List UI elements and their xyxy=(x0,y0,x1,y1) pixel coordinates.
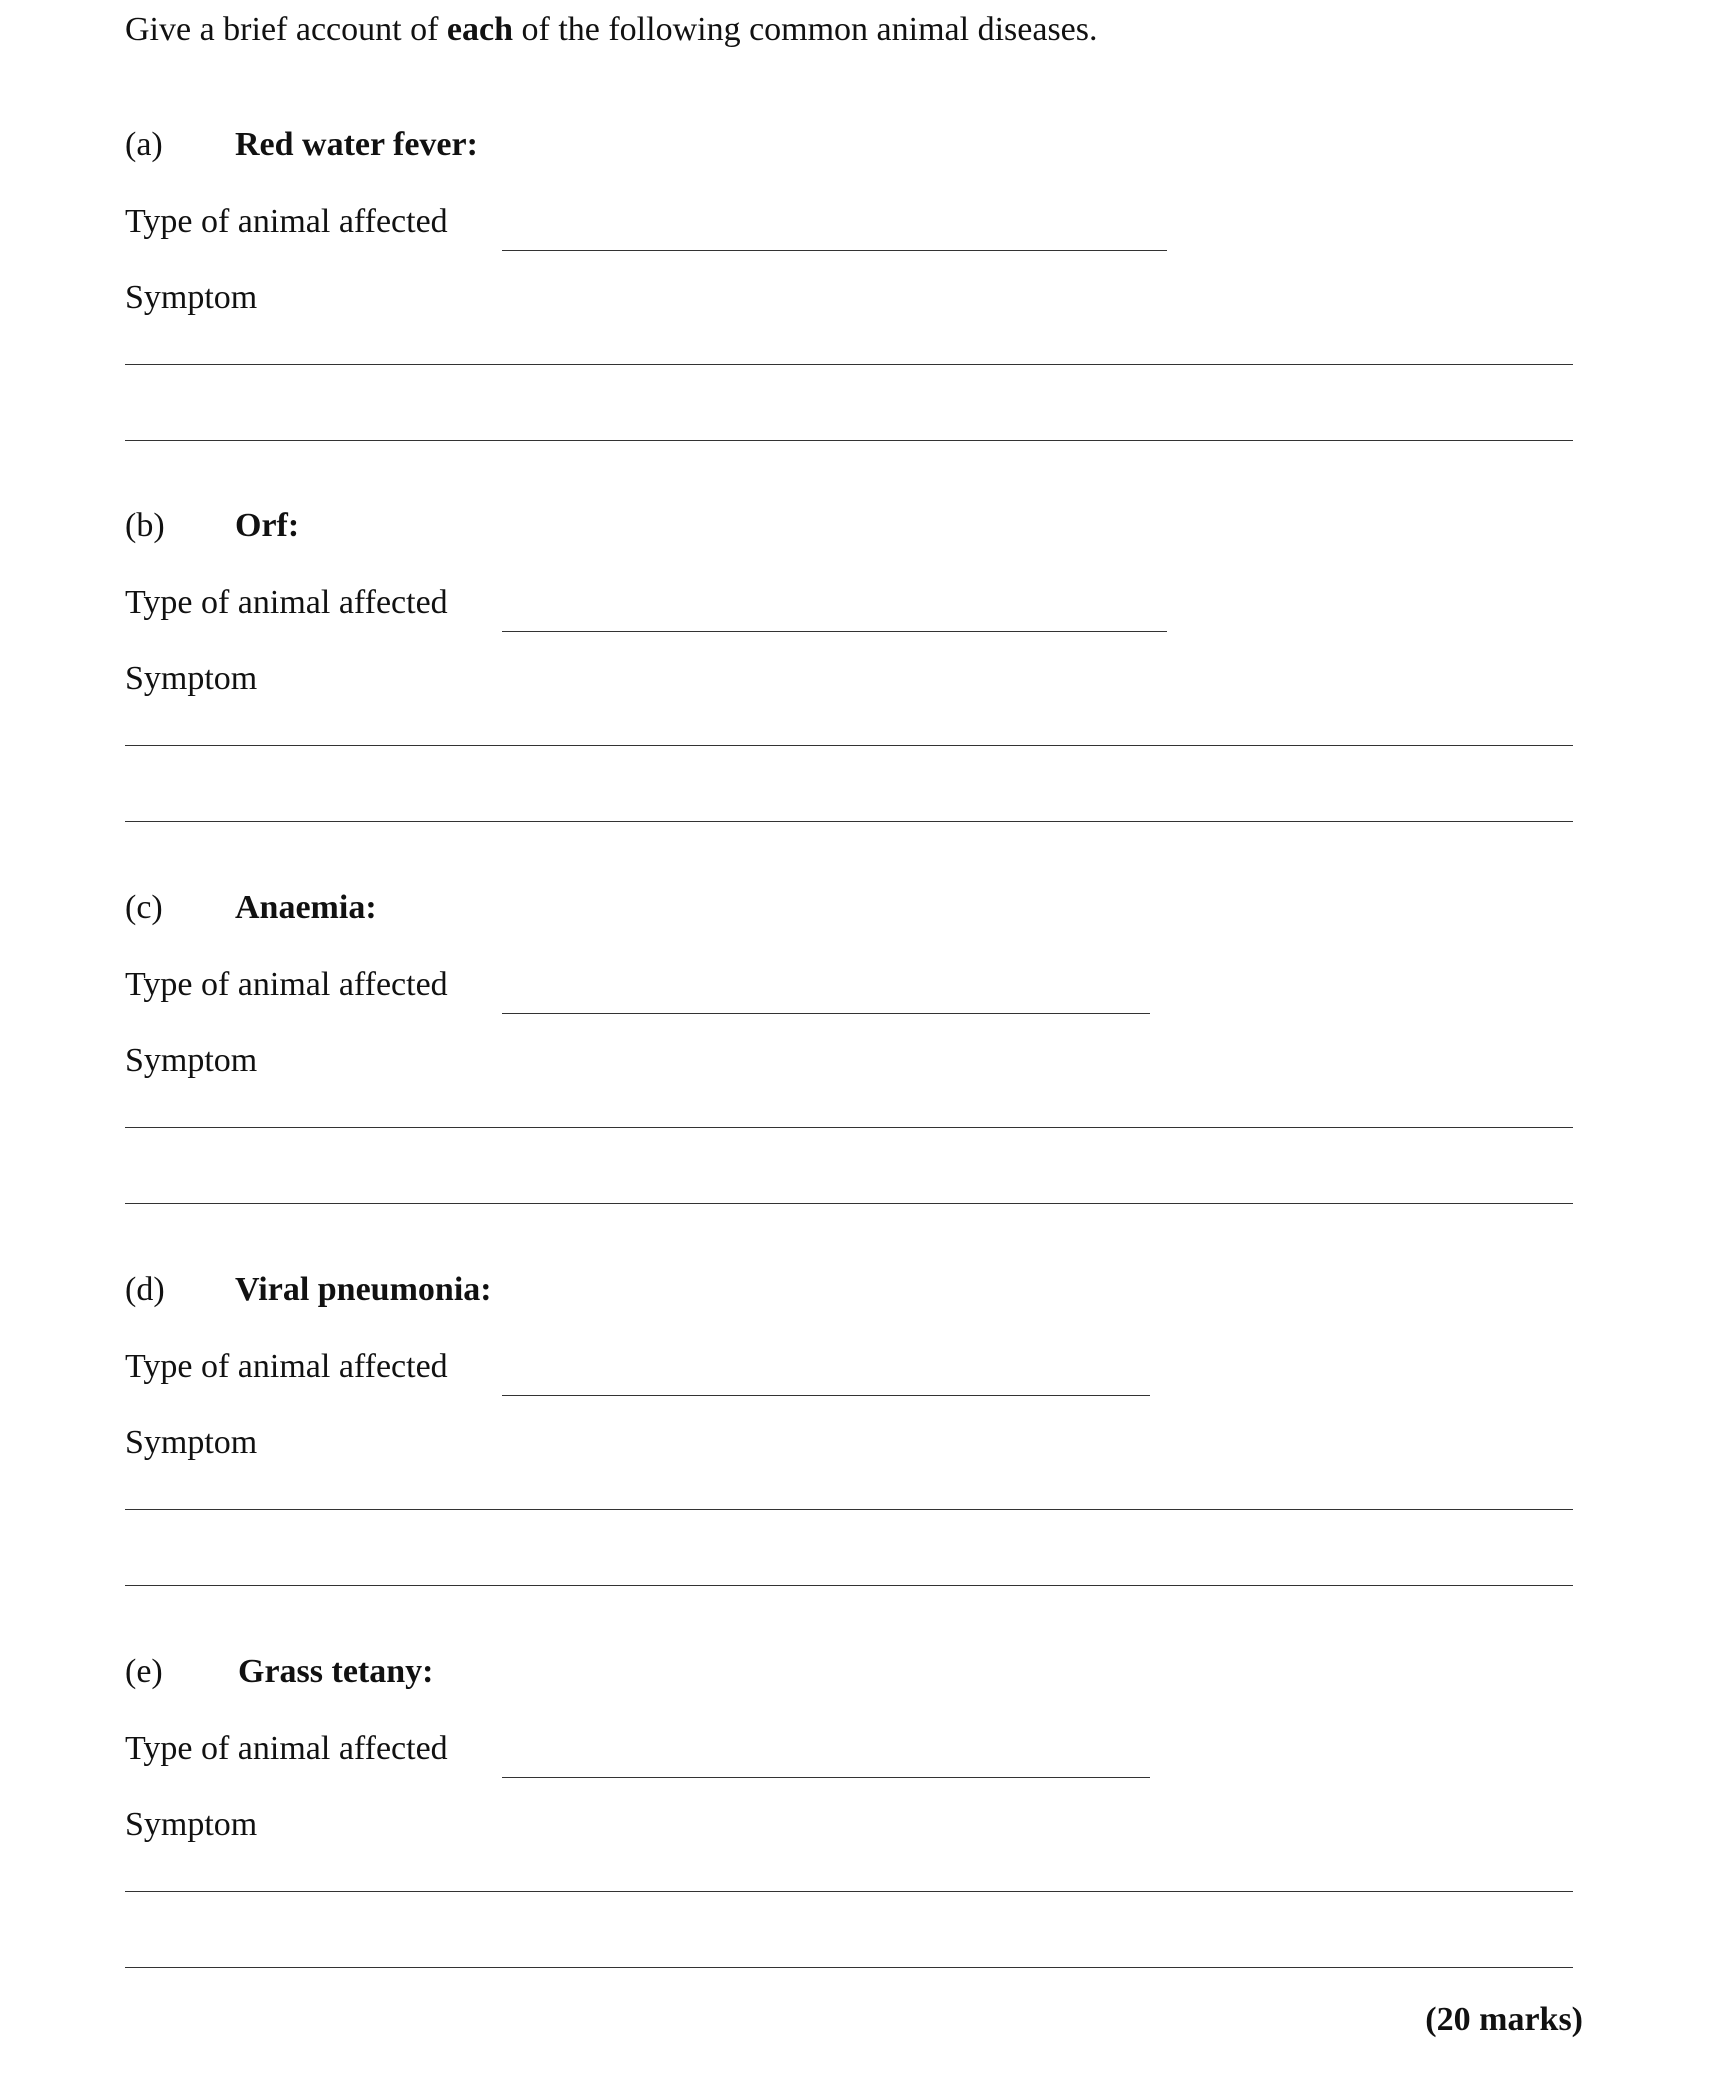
disease-name: Viral pneumonia: xyxy=(235,1271,492,1308)
disease-name: Anaemia: xyxy=(235,889,377,926)
symptom-label: Symptom xyxy=(125,279,258,316)
symptom-answer-line-1[interactable] xyxy=(125,745,1573,746)
symptom-label: Symptom xyxy=(125,660,258,697)
symptom-answer-line-2[interactable] xyxy=(125,821,1573,822)
type-of-animal-label: Type of animal affected xyxy=(125,1730,448,1767)
symptom-answer-line-1[interactable] xyxy=(125,364,1573,365)
type-of-animal-label: Type of animal affected xyxy=(125,203,448,240)
question-section-b xyxy=(0,506,1720,886)
type-of-animal-answer-line[interactable] xyxy=(502,1777,1150,1778)
symptom-label: Symptom xyxy=(125,1806,258,1843)
question-letter: (a) xyxy=(125,126,163,163)
total-marks: (20 marks) xyxy=(1425,2001,1583,2038)
type-of-animal-answer-line[interactable] xyxy=(502,1395,1150,1396)
disease-name: Grass tetany: xyxy=(238,1653,434,1690)
question-section-e xyxy=(0,1652,1720,2032)
symptom-answer-line-2[interactable] xyxy=(125,440,1573,441)
instruction-bold: each xyxy=(446,11,513,48)
instruction-before: Give a brief account of xyxy=(125,11,447,48)
type-of-animal-label: Type of animal affected xyxy=(125,1348,448,1385)
question-section-d xyxy=(0,1270,1720,1650)
question-letter: (d) xyxy=(125,1271,165,1308)
disease-name: Orf: xyxy=(235,507,300,544)
question-letter: (e) xyxy=(125,1653,163,1690)
type-of-animal-answer-line[interactable] xyxy=(502,250,1167,251)
instruction-text xyxy=(125,10,1098,50)
type-of-animal-answer-line[interactable] xyxy=(502,631,1167,632)
question-section-c xyxy=(0,888,1720,1268)
disease-name: Red water fever: xyxy=(235,126,478,163)
symptom-answer-line-1[interactable] xyxy=(125,1891,1573,1892)
type-of-animal-answer-line[interactable] xyxy=(502,1013,1150,1014)
type-of-animal-label: Type of animal affected xyxy=(125,966,448,1003)
type-of-animal-label: Type of animal affected xyxy=(125,584,448,621)
symptom-answer-line-1[interactable] xyxy=(125,1127,1573,1128)
question-letter: (b) xyxy=(125,507,165,544)
question-letter: (c) xyxy=(125,889,163,926)
instruction-after: of the following common animal diseases. xyxy=(513,11,1098,48)
symptom-label: Symptom xyxy=(125,1424,258,1461)
symptom-answer-line-2[interactable] xyxy=(125,1203,1573,1204)
symptom-answer-line-1[interactable] xyxy=(125,1509,1573,1510)
symptom-answer-line-2[interactable] xyxy=(125,1585,1573,1586)
symptom-answer-line-2[interactable] xyxy=(125,1967,1573,1968)
question-section-a xyxy=(0,125,1720,505)
symptom-label: Symptom xyxy=(125,1042,258,1079)
